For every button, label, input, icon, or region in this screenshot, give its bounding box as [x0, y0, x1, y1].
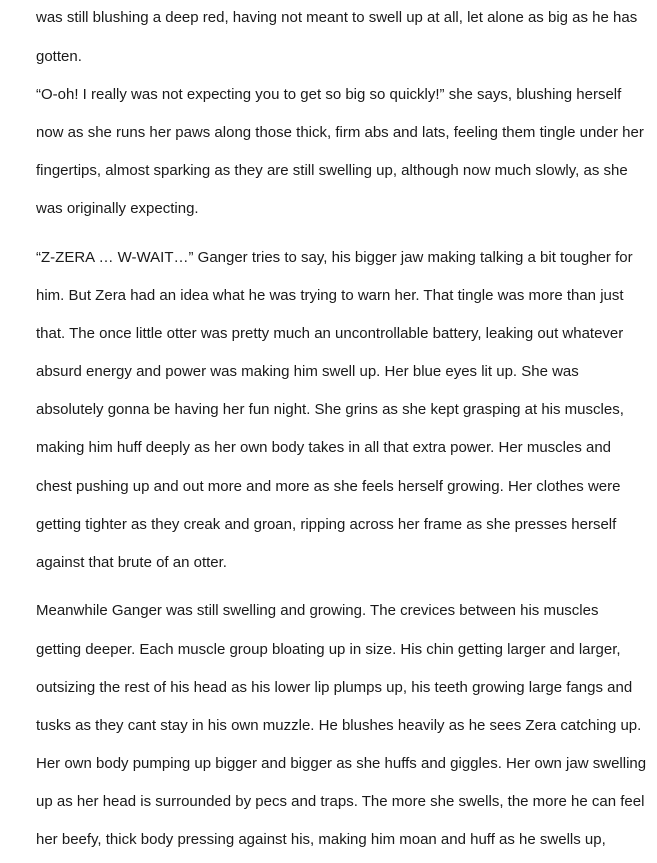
text-line: “O-oh! I really was not expecting you to get so big so quickly!” she says, blushing herself [36, 86, 622, 103]
text-line: absolutely gonna be having her fun night. She grins as she kept grasping at his muscles, [36, 401, 624, 418]
text-line: that. The once little otter was pretty much an uncontrollable battery, leaking out whatever [36, 325, 624, 342]
text-line: fingertips, almost sparking as they are still swelling up, although now much slowly, as she [36, 162, 628, 179]
text-line: outsizing the rest of his head as his lower lip plumps up, his teeth growing large fangs and [36, 679, 633, 696]
text-line: getting tighter as they creak and groan, ripping across her frame as she presses herself [36, 516, 617, 533]
text-line: now as she runs her paws along those thick, firm abs and lats, feeling them tingle under her [36, 124, 644, 141]
text-line: against that brute of an otter. [36, 554, 227, 571]
text-line: Her own body pumping up bigger and bigger as she huffs and giggles. Her own jaw swelling [36, 755, 647, 772]
text-line: up as her head is surrounded by pecs and traps. The more she swells, the more he can feel [36, 793, 645, 810]
text-line: him. But Zera had an idea what he was trying to warn her. That tingle was more than just [36, 287, 624, 304]
text-line: was still blushing a deep red, having not meant to swell up at all, let alone as big as he has [36, 9, 638, 26]
text-line: was originally expecting. [36, 200, 199, 217]
text-line: chest pushing up and out more and more as she feels herself growing. Her clothes were [36, 478, 621, 495]
text-line: getting deeper. Each muscle group bloating up in size. His chin getting larger and larger, [36, 641, 621, 658]
text-line: her beefy, thick body pressing against his, making him moan and huff as he swells up, [36, 831, 606, 848]
text-line: tusks as they cant stay in his own muzzle. He blushes heavily as he sees Zera catching up. [36, 717, 642, 734]
text-line: gotten. [36, 48, 82, 65]
text-line: absurd energy and power was making him swell up. Her blue eyes lit up. She was [36, 363, 579, 380]
text-line: making him huff deeply as her own body takes in all that extra power. Her muscles and [36, 439, 612, 456]
text-line: Meanwhile Ganger was still swelling and growing. The crevices between his muscles [36, 602, 599, 619]
text-line: “Z-ZERA … W-WAIT…” Ganger tries to say, his bigger jaw making talking a bit tougher for [36, 249, 633, 266]
